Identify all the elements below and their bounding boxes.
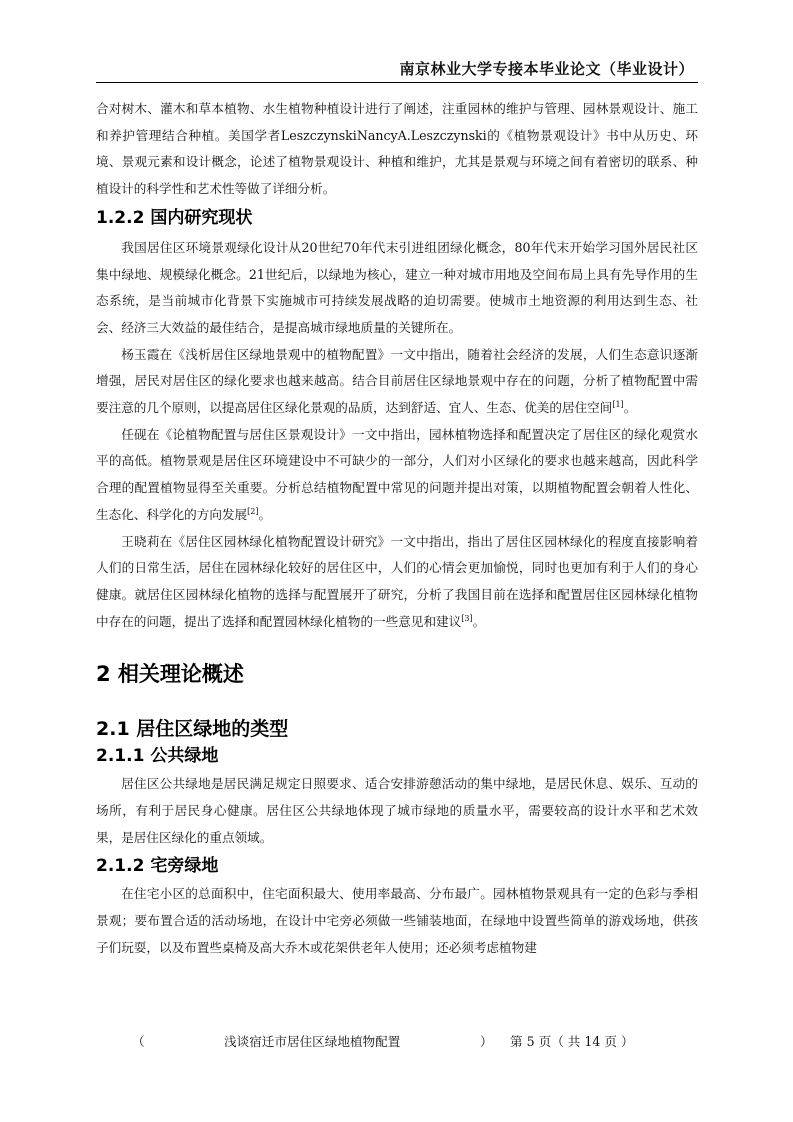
paragraph-public-green bbox=[96, 771, 698, 851]
paragraph-ren-text: 任砚在《论植物配置与居住区景观设计》一文中指出，园林植物选择和配置决定了居住区的绿化观赏水平的高低。植物景观是居住区环境建设中不可缺少的一部分，人们对小区绿化的要求也越来越高，因此科学合理的配置植物显得至关重要。分析总结植物配置中常见的问题并提出对策，以期植物配置会朝着人性化、生态化、科学化的方向发展 bbox=[96, 426, 698, 522]
citation-3: [3] bbox=[461, 613, 473, 623]
footer-close-paren: ） bbox=[480, 1034, 493, 1049]
paragraph-yang bbox=[96, 342, 698, 422]
paragraph-domestic-1-text: 我国居住区环境景观绿化设计从20世纪70年代末引进组团绿化概念，80年代末开始学习国外居民社区集中绿地、规模绿化概念。21世纪后，以绿地为核心，建立一种对城市用地及空间布局上具有先导作用的生态系统，是当前城市化背景下实施城市可持续发展战略的迫切需要。使城市土地资源的利用达到生态、社会、经济三大效益的最佳结合，是提高城市绿地质量的关键所在。 bbox=[96, 239, 698, 335]
paragraph-public-green-text: 居住区公共绿地是居民满足规定日照要求、适合安排游憩活动的集中绿地，是居民休息、娱乐、互动的场所，有利于居民身心健康。居住区公共绿地体现了城市绿地的质量水平，需要较高的设计水平和艺术效果，是居住区绿化的重点领域。 bbox=[96, 776, 698, 845]
citation-1: [1] bbox=[612, 399, 624, 409]
footer-thesis-title: 浅谈宿迁市居住区绿地植物配置 bbox=[224, 1034, 401, 1049]
heading-2-1-1: 2.1.1 公共绿地 bbox=[96, 746, 219, 767]
paragraph-wang-text: 王晓莉在《居住区园林绿化植物配置设计研究》一文中指出，指出了居住区园林绿化的程度直接影响着人们的日常生活，居住在园林绿化较好的居住区中，人们的心情会更加愉悦，同时也更加有利于人们的身心健康。就居住区园林绿化植物的选择与配置展开了研究，分析了我国目前在选择和配置居住区园林绿化植物中存在的问题，提出了选择和配置园林绿化植物的一些意见和建议 bbox=[96, 533, 698, 629]
citation-2: [2] bbox=[247, 506, 259, 516]
paragraph-house-green bbox=[96, 881, 698, 961]
heading-2-1-2: 2.1.2 宅旁绿地 bbox=[96, 856, 219, 877]
page-footer bbox=[96, 1030, 698, 1054]
heading-chapter-2: 2 相关理论概述 bbox=[96, 662, 244, 687]
heading-1-2-2: 1.2.2 国内研究现状 bbox=[96, 207, 253, 228]
paragraph-yang-text: 杨玉霞在《浅析居住区绿地景观中的植物配置》一文中指出，随着社会经济的发展，人们生态意识逐渐增强，居民对居住区的绿化要求也越来越高。结合目前居住区绿地景观中存在的问题，分析了植物配置中需要注意的几个原则，以提高居住区绿化景观的品质，达到舒适、宜人、生态、优美的居住空间 bbox=[96, 346, 698, 416]
paragraph-wang bbox=[96, 529, 698, 636]
end-mark: 。 bbox=[623, 400, 637, 416]
page-content bbox=[96, 96, 698, 962]
paragraph-house-green-text: 在住宅小区的总面积中，住宅面积最大、使用率最高、分布最广。园林植物景观具有一定的色彩与季相景观；要布置合适的活动场地，在设计中宅旁必须做一些铺装地面，在绿地中设置些简单的游戏场地，供孩子们玩耍，以及布置些桌椅及高大乔木或花架供老年人使用；还必须考虑植物建 bbox=[96, 886, 698, 955]
paragraph-intro-text: 合对树木、灌木和草本植物、水生植物种植设计进行了阐述，注重园林的维护与管理、园林景观设计、施工和养护管理结合种植。美国学者LeszczynskiNancyA.Leszczynski的《植物景观设计》书中从历史、环境、景观元素和设计概念，论述了植物景观设计、种植和维护，尤其是景观与环境之间有着密切的联系、种植设计的科学性和艺术性等做了详细分析。 bbox=[96, 101, 698, 197]
paragraph-domestic-1 bbox=[96, 235, 698, 342]
end-mark: 。 bbox=[258, 506, 272, 522]
paragraph-ren bbox=[96, 422, 698, 529]
page-header bbox=[96, 56, 698, 83]
footer-open-paren: （ bbox=[132, 1034, 145, 1049]
end-mark: 。 bbox=[472, 613, 486, 629]
header-title: 南京林业大学专接本毕业论文（毕业设计） bbox=[399, 60, 694, 78]
footer-page-info: 第 5 页（ 共 14 页 ） bbox=[510, 1034, 634, 1049]
heading-2-1: 2.1 居住区绿地的类型 bbox=[96, 718, 289, 741]
paragraph-intro bbox=[96, 96, 698, 203]
